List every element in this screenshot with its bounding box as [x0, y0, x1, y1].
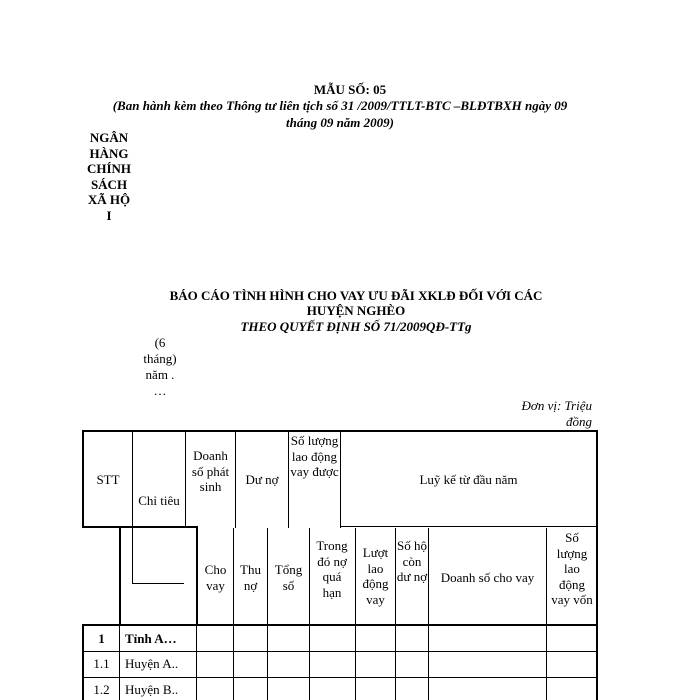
- report-title: BÁO CÁO TÌNH HÌNH CHO VAY ƯU ĐÃI XKLĐ ĐỐI VỚI CÁC HUYỆN NGHÈO: [169, 288, 543, 318]
- header-doanh-so-phat-sinh: Doanh số phát sinh: [191, 448, 230, 494]
- bank-name: NGÂN HÀNG CHÍNH SÁCH XÃ HỘI: [86, 130, 132, 223]
- decision-line: THEO QUYẾT ĐỊNH SỐ 71/2009QĐ-TTg: [240, 319, 472, 334]
- report-period: (6 tháng) năm . …: [143, 335, 177, 398]
- form-number: MẪU SỐ: 05: [313, 82, 387, 97]
- header-thu-no: Thu nợ: [240, 562, 261, 593]
- header-so-luong-lao-dong: Số lượng lao động vay được: [290, 433, 339, 479]
- header-luot-lao-dong: Lượt lao động vay: [362, 545, 389, 607]
- row-name: Tỉnh A…: [125, 631, 177, 646]
- header-so-luong-lao-dong-vay-von: Số lượng lao động vay vốn: [551, 530, 593, 607]
- header-chi-tieu: Chỉ tiêu: [138, 493, 180, 508]
- row-name: Huyện A..: [125, 656, 179, 671]
- header-doanh-so-cho-vay: Doanh số cho vay: [440, 570, 535, 585]
- header-tong-so: Tổng số: [274, 562, 303, 593]
- unit-label: Đơn vị: Triệu đồng: [521, 398, 592, 429]
- row-stt: 1: [98, 631, 105, 646]
- row-name: Huyện B..: [125, 682, 179, 697]
- header-du-no: Dư nợ: [245, 472, 279, 487]
- row-stt: 1.2: [93, 682, 110, 697]
- header-stt: STT: [96, 472, 120, 487]
- issuance-note: (Ban hành kèm theo Thông tư liên tịch số 31 /2009/TTLT-BTC –BLĐTBXH ngày 09 tháng 09 năm 2009): [112, 98, 568, 130]
- header-so-ho: Số hộ còn dư nợ: [396, 538, 428, 584]
- header-luy-ke: Luỹ kế từ đầu năm: [419, 472, 518, 487]
- header-trong-do-no-qua-han: Trong đó nợ quá hạn: [316, 538, 348, 600]
- header-cho-vay: Cho vay: [204, 562, 227, 593]
- row-stt: 1.1: [93, 656, 110, 671]
